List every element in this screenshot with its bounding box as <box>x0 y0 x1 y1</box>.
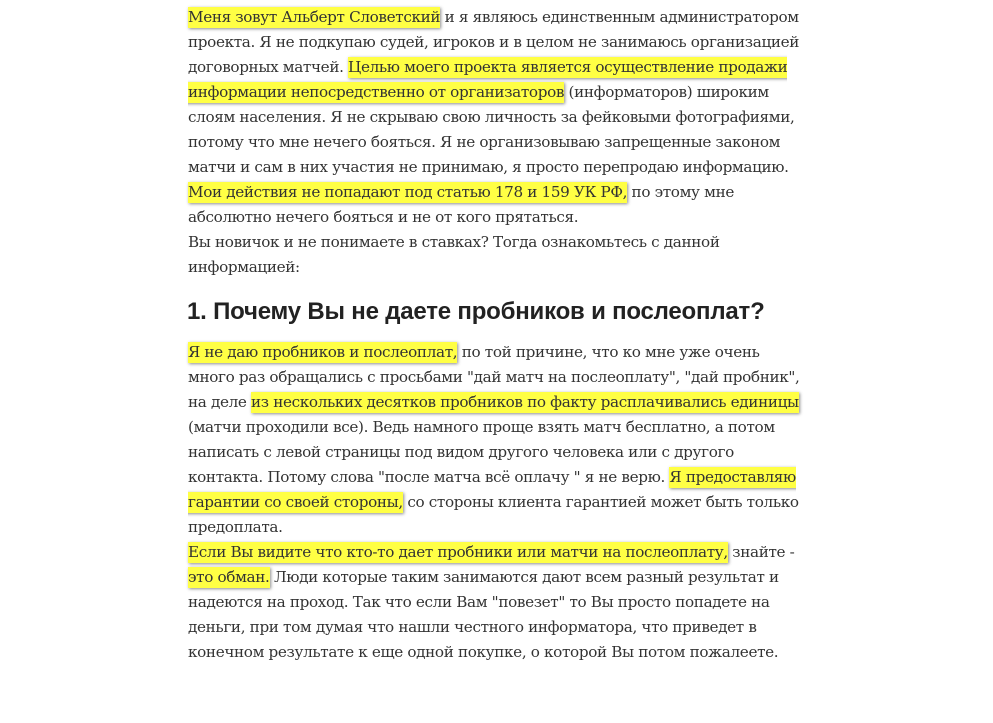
newbie-paragraph <box>188 230 808 280</box>
section-paragraph <box>188 540 808 665</box>
highlighted-text: из нескольких десятков пробников по факту расплачивались единицы <box>251 393 799 411</box>
paragraph-text: Люди которые таким занимаются дают всем разный результат и надеются на проход. Так что если Вам "повезет" то Вы просто попадете на деньги, при том думая что нашли честного информатора, что приведет в конечном результате к еще одной покупке, о которой Вы потом пожалеете. <box>188 568 779 661</box>
paragraph-text: по той причине, что ко мне уже очень много раз обращались с просьбами "дай матч на послеоплату", "дай пробник", на деле <box>188 343 800 411</box>
paragraph-text: (матчи проходили все). Ведь намного проще взять матч бесплатно, а потом написать с левой страницы под видом другого человека или с другого контакта. Потому слова "после матча всё оплачу " я не верю. <box>188 418 775 486</box>
highlighted-text: Если Вы видите что кто-то дает пробники или матчи на послеоплату, <box>188 543 728 561</box>
paragraph-text: со стороны клиента гарантией может быть только предоплата. <box>188 493 799 536</box>
intro-paragraph <box>188 5 808 230</box>
highlighted-text: Меня зовут Альберт Словетский <box>188 8 441 26</box>
highlighted-text: Я предоставляю гарантии со своей стороны, <box>188 468 796 511</box>
article-body <box>188 5 808 665</box>
paragraph-text: (информаторов) широким слоям населения. Я не скрываю свою личность за фейковыми фотографиями, потому что мне нечего бояться. Я не организовываю запрещенные законом матчи и сам в них участия не принимаю, я просто перепродаю информацию. <box>188 83 795 176</box>
paragraph-text: по этому мне абсолютно нечего бояться и не от кого прятаться. <box>188 183 734 226</box>
highlighted-text: это обман. <box>188 568 270 586</box>
section-paragraph <box>188 340 808 540</box>
section-heading: 1. Почему Вы не даете пробников и послеоплат? <box>187 298 765 325</box>
highlighted-text: Я не даю пробников и послеоплат, <box>188 343 458 361</box>
paragraph-text: и я являюсь единственным администратором проекта. Я не подкупаю судей, игроков и в целом не занимаюсь организацией договорных матчей. <box>188 8 800 76</box>
paragraph-text: Вы новичок и не понимаете в ставках? Тогда ознакомьтесь с данной информацией: <box>188 233 720 276</box>
highlighted-text: Мои действия не попадают под статью 178 и 159 УК РФ, <box>188 183 628 201</box>
paragraph-text: знайте - <box>727 543 795 561</box>
highlighted-text: Целью моего проекта является осуществление продажи информации непосредственно от организаторов <box>188 58 788 101</box>
